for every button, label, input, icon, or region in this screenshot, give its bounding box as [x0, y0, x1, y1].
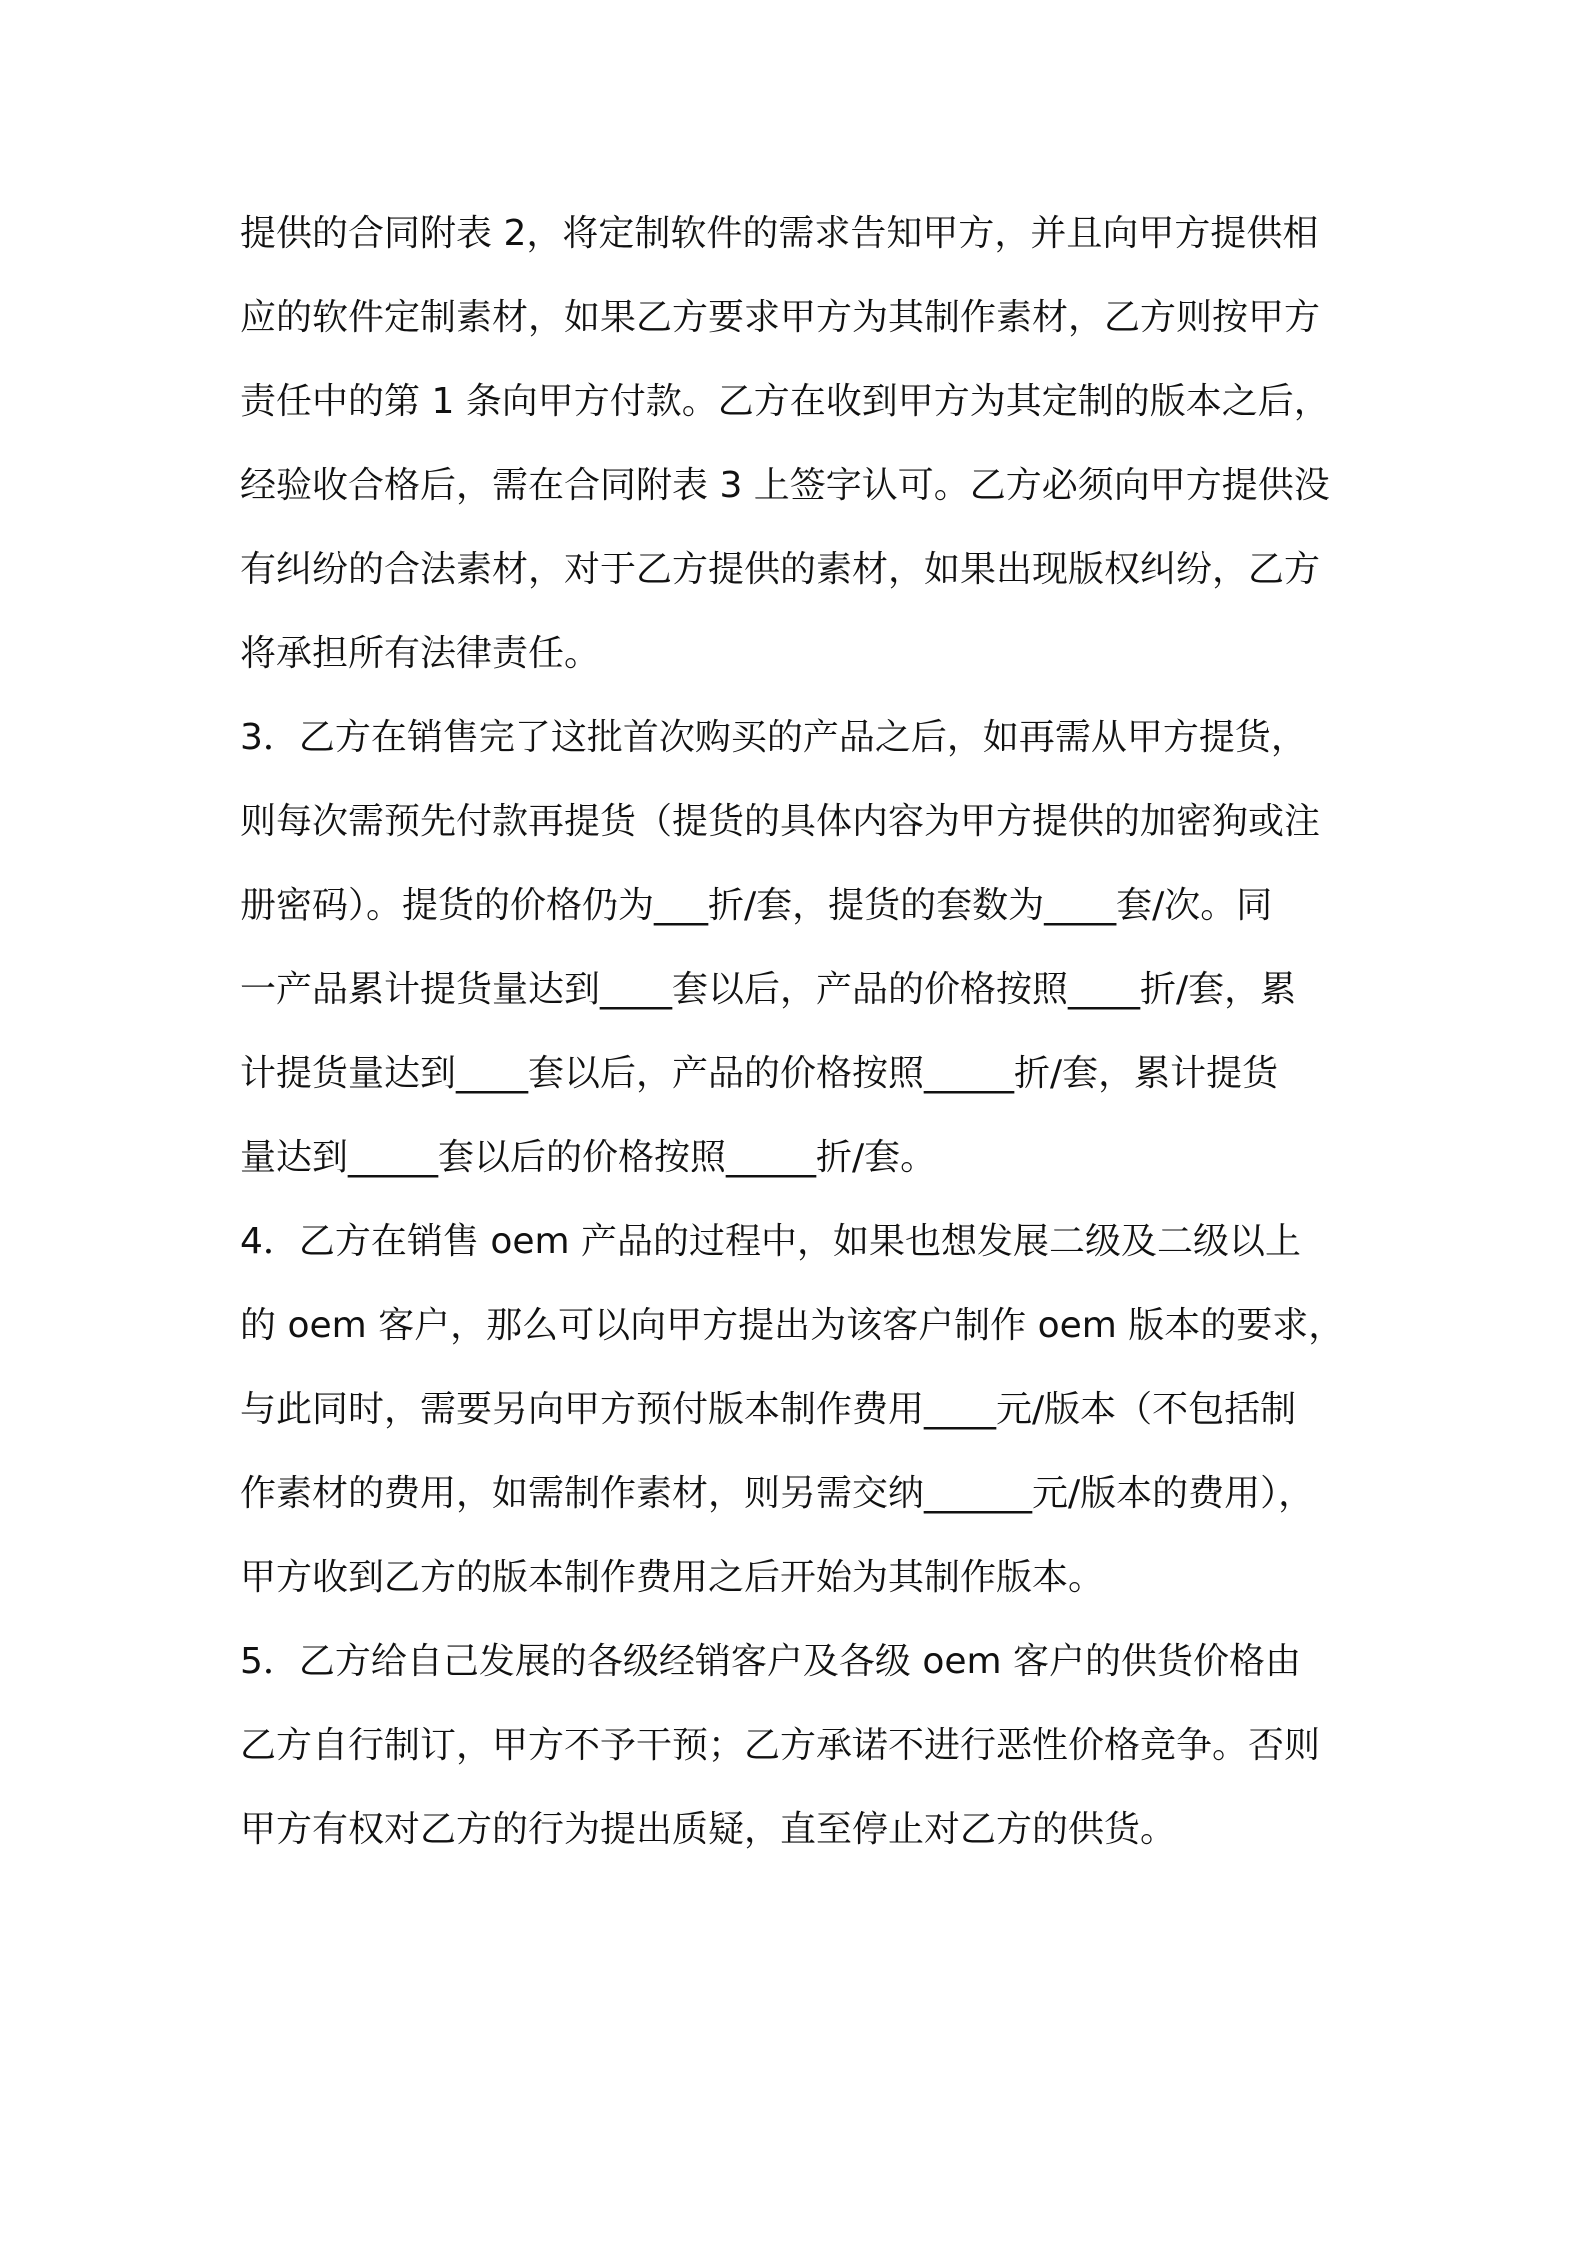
text-line: 作素材的费用，如需制作素材，则另需交纳______元/版本的费用），	[240, 1473, 1315, 1514]
text-line: 一产品累计提货量达到____套以后，产品的价格按照____折/套，累	[240, 969, 1297, 1010]
text-line: 经验收合格后，需在合同附表 3 上签字认可。乙方必须向甲方提供没	[240, 465, 1330, 506]
text-line: 则每次需预先付款再提货（提货的具体内容为甲方提供的加密狗或注	[240, 801, 1321, 842]
text-line: 甲方有权对乙方的行为提出质疑，直至停止对乙方的供货。	[240, 1809, 1177, 1850]
text-line: 量达到_____套以后的价格按照_____折/套。	[240, 1137, 937, 1178]
text-line: 3．乙方在销售完了这批首次购买的产品之后，如再需从甲方提货，	[240, 717, 1307, 758]
text-line: 5．乙方给自己发展的各级经销客户及各级 oem 客户的供货价格由	[240, 1641, 1302, 1682]
document-body	[240, 192, 1350, 1872]
text-line: 4．乙方在销售 oem 产品的过程中，如果也想发展二级及二级以上	[240, 1221, 1302, 1262]
text-line: 有纠纷的合法素材，对于乙方提供的素材，如果出现版权纠纷，乙方	[240, 549, 1321, 590]
text-line: 提供的合同附表 2，将定制软件的需求告知甲方，并且向甲方提供相	[240, 213, 1319, 254]
text-line: 与此同时，需要另向甲方预付版本制作费用____元/版本（不包括制	[240, 1389, 1297, 1430]
text-line: 计提货量达到____套以后，产品的价格按照_____折/套，累计提货	[240, 1053, 1279, 1094]
text-line: 的 oem 客户，那么可以向甲方提出为该客户制作 oem 版本的要求，	[240, 1305, 1345, 1346]
text-line: 将承担所有法律责任。	[240, 633, 601, 674]
text-line: 甲方收到乙方的版本制作费用之后开始为其制作版本。	[240, 1557, 1105, 1598]
text-line: 乙方自行制订，甲方不予干预；乙方承诺不进行恶性价格竞争。否则	[240, 1725, 1321, 1766]
text-line: 责任中的第 1 条向甲方付款。乙方在收到甲方为其定制的版本之后，	[240, 381, 1330, 422]
text-line: 应的软件定制素材，如果乙方要求甲方为其制作素材，乙方则按甲方	[240, 297, 1321, 338]
text-line: 册密码）。提货的价格仍为___折/套，提货的套数为____套/次。同	[240, 885, 1273, 926]
